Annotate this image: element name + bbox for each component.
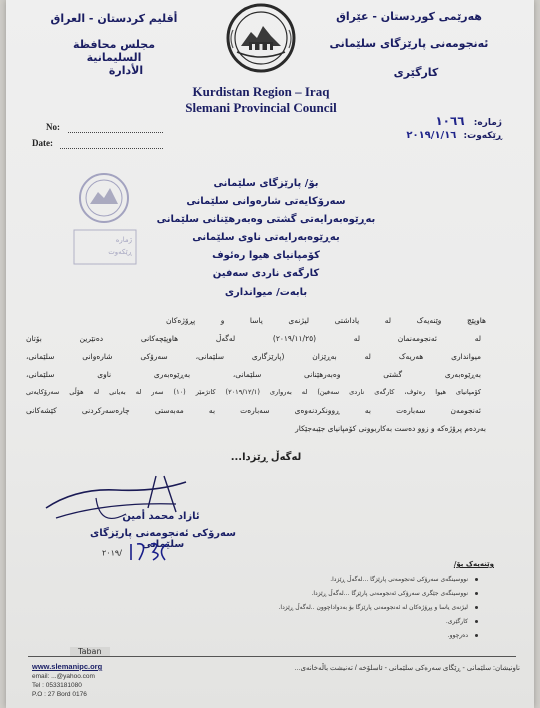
signatory-title: سەرۆکی ئەنجومەنی پارێزگای سلێمانی: [90, 528, 236, 550]
closing-text: لەگەڵ ڕێزدا...: [230, 452, 302, 463]
recipient-line-4: بەڕێوەبەرایەتی ناوی سلێمانی: [192, 232, 340, 243]
handwritten-number: [127, 540, 177, 562]
recipient-line-1: بۆ/ پارێزگای سلێمانی: [213, 178, 319, 189]
body-line-1: هاوپێچ وێنەیەک لە یاداشتی لیژنەی یاسا و پڕۆژەکان: [166, 316, 486, 325]
footer-website: www.slemanipc.org: [32, 662, 103, 671]
recipient-line-3: بەڕێوەبەرایەتی گشتی وەبەرهێنانی سلێمانی: [156, 214, 376, 225]
footer-tel: Tel : 0533181080: [32, 682, 82, 689]
stamp-label-1: ژمارە: [115, 236, 132, 244]
cc-item-2: نووسینگەی جێگری سەرۆکی ئەنجومەنی پارێزگا ...لەگەڵ ڕێزدا.: [311, 590, 468, 597]
recipient-line-2: سەرۆکایەتی شارەوانی سلێمانی: [186, 196, 346, 207]
ref-date-row: [352, 130, 502, 141]
subject-line: بابەت/ میوانداری: [224, 287, 308, 298]
header-left-line3: الأدارة: [108, 64, 144, 77]
header-left-line2: مجلس محافظة السليمانية: [72, 38, 156, 64]
cc-bullet-3: [475, 606, 478, 609]
footer-address: ناونیشان: سلێمانی - ڕێگای سەرەکی سلێمانی - ئاسلۆخە / تەنیشت باڵەخانەی...: [294, 665, 520, 672]
stamp-label-2: ڕێکەوت: [108, 248, 132, 256]
header-right-line1: هەرێمی کوردستان - عێراق: [336, 10, 482, 23]
cc-heading: وێنەیەک بۆ/: [453, 560, 494, 568]
cc-bullet-1: [475, 578, 478, 581]
footer-email: email: ...@yahoo.com: [32, 673, 95, 680]
no-field: [68, 132, 163, 133]
ref-date-value: ٢٠١٩/١/١٦: [406, 130, 457, 141]
signature-number-suffix: ٢٠١٩/: [102, 548, 122, 558]
footer-divider: [28, 656, 516, 657]
ref-number-row: [352, 114, 502, 128]
body-line-4: بەڕێوەبەری گشتی وەبەرهێنانی سلێمانی، بەڕێوەبەری ناوی سلێمانی،: [26, 370, 481, 379]
date-field: [60, 148, 163, 149]
body-line-5: کۆمپانیای هیوا رەئوف، کارگەی ناردی سەفین) لە بەرواری (٢٠١٩/١٢/١) کاتژمێر (١٠) سەر لە بەیانی لە هۆڵی سەرۆکایەتی: [26, 388, 481, 396]
signatory-name: ئازاد محمد أمين: [122, 511, 200, 522]
ref-date-label: ڕێکەوت:: [463, 131, 502, 141]
cc-bullet-5: [475, 634, 478, 637]
cc-item-5: دەرچوو.: [447, 632, 468, 639]
no-label: No:: [46, 122, 60, 132]
footer-po: P.O : 27 Bord 0176: [32, 691, 87, 698]
header-en-line2: Slemani Provincial Council: [185, 100, 337, 115]
document-page: [6, 0, 534, 708]
body-line-6: ئەنجومەن سەبارەت بە ڕوونکردنەوەی سەبارەت بە مەبەستی چارەسەرکردنی کێشەکانی: [26, 406, 481, 415]
council-logo: [211, 2, 311, 74]
cc-bullet-4: [475, 620, 478, 623]
header-left-line1: أقليم كردستان - العراق: [50, 12, 178, 25]
body-line-2: لە ئەنجومەنمان لە (٢٠١٩/١١/٢٥) لەگەڵ هاوپێچەکانی دەنێرین بۆتان: [26, 334, 481, 343]
header-right-line3: کارگێری: [393, 66, 439, 79]
cc-item-1: نووسینگەی سەرۆکی ئەنجومەنی پارێزگا ...لەگەڵ ڕێزدا.: [330, 576, 468, 583]
date-label: Date:: [32, 138, 53, 148]
cc-item-4: کارگێری.: [445, 618, 468, 625]
cc-item-3: لیژنەی یاسا و پڕۆژەکان لە ئەنجومەنی پارێزگا بۆ بەدواداچوون ..لەگەڵ ڕێزدا.: [278, 604, 468, 611]
body-line-7: بەردەم پرۆژەکە و زوو دەست بەکاربوونی کۆمپانیای جێبەجێکار: [295, 424, 486, 433]
recipient-line-5: کۆمپانیای هیوا رەئوف: [212, 250, 320, 261]
recipient-line-6: کارگەی ناردی سەفین: [212, 268, 320, 279]
header-right-line2: ئەنجومەنی پارێزگای سلێمانی: [329, 37, 489, 50]
cc-bullet-2: [475, 592, 478, 595]
body-line-3: میوانداری هەریەک لە بەڕێزان (پارێزگاری سلێمانی، سەرۆکی شارەوانی سلێمانی،: [26, 352, 481, 361]
ref-number-label: ژمارە:: [473, 118, 502, 128]
signature-number-row: [102, 540, 202, 562]
ref-number-value: ١٠٦٦: [435, 114, 465, 128]
footer-tag: Taban: [70, 647, 110, 656]
header-en-line1: Kurdistan Region – Iraq: [192, 84, 330, 99]
